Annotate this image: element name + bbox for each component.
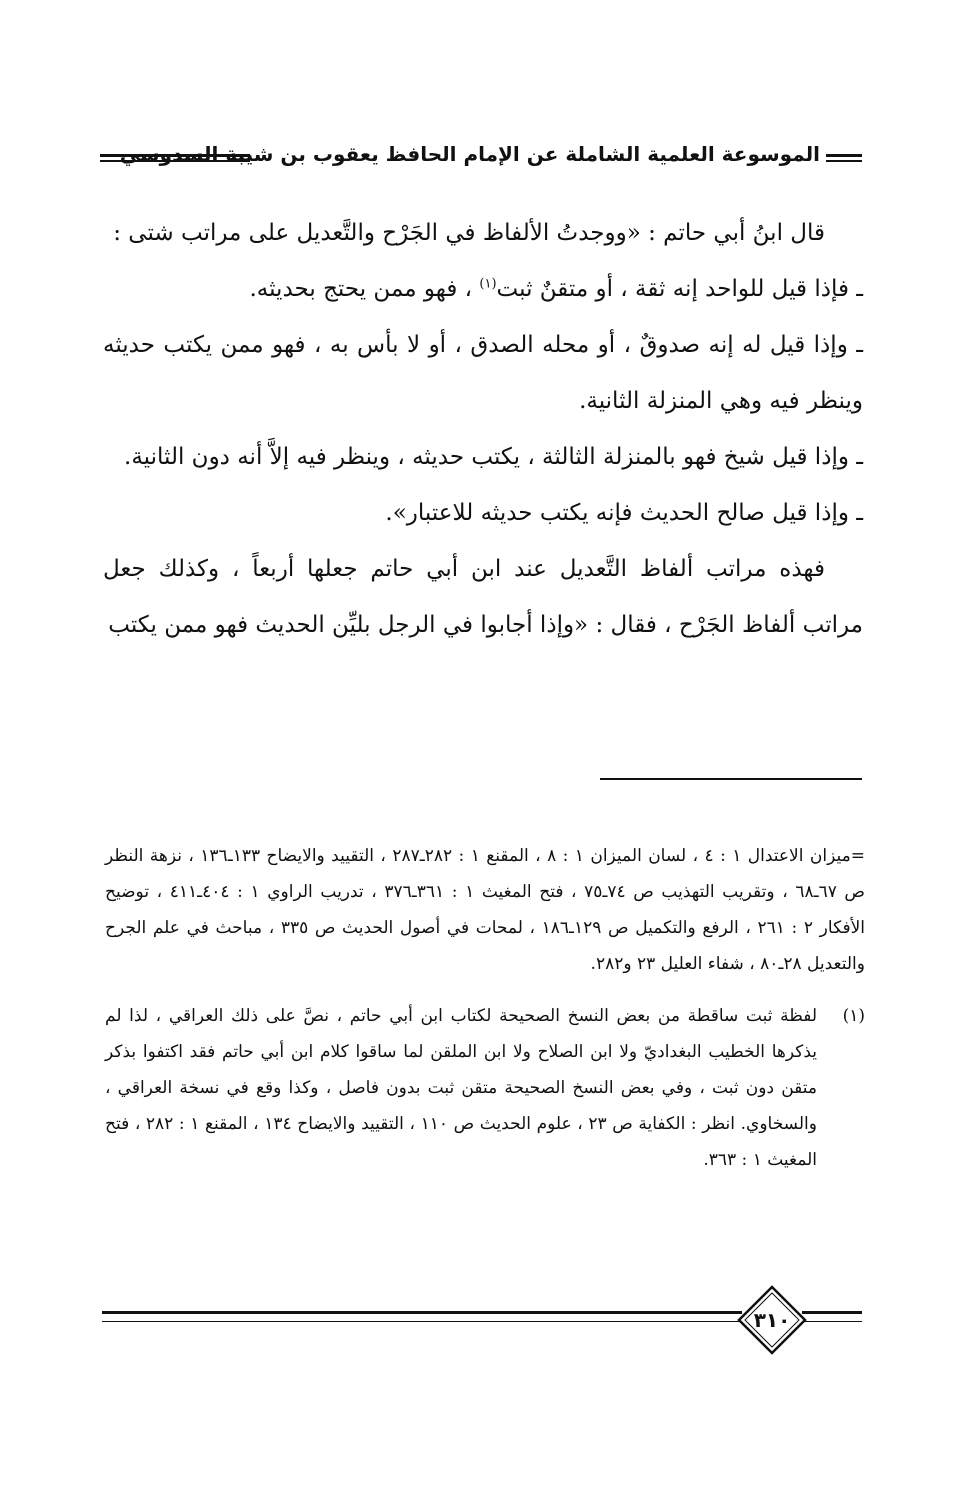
running-header	[100, 140, 862, 180]
footnote-continuation: =ميزان الاعتدال ١ : ٤ ، لسان الميزان ١ : ٨ ، المقنع ١ : ٢٨٢ـ٢٨٧ ، التقييد والايضاح ١٣٣ـ١٣٦ ، نزهة النظر ص ٦٧ـ٦٨ ، وتقريب التهذيب ص ٧٤ـ٧٥ ، فتح المغيث ١ : ٣٦١ـ٣٧٦ ، تدريب الراوي ١ : ٤٠٤ـ٤١١ ، توضيح الأفكار ٢ : ٢٦١ ، الرفع والتكميل ص ١٢٩ـ١٨٦ ، لمحات في أصول الحديث ص ٣٣٥ ، مباحث في علم الجرح والتعديل ٢٨ـ٨٠ ، شفاء العليل ٢٣ و٢٨٢.	[105, 846, 866, 974]
footnote-marker: (١)	[479, 276, 497, 292]
footnote-number: (١)	[842, 1006, 865, 1026]
list-item-text: ـ فإذا قيل للواحد إنه ثقة ، أو متقنٌ ثبت	[496, 276, 863, 302]
main-text	[103, 205, 863, 653]
bottom-rule-right-top	[802, 1311, 862, 1314]
footnotes	[105, 838, 865, 1178]
footnote-separator	[600, 778, 862, 780]
page-number-badge	[737, 1285, 807, 1355]
bottom-rule-left-top	[102, 1311, 742, 1314]
list-item-text-end: ، فهو ممن يحتج بحديثه.	[249, 276, 473, 302]
footnote-item	[105, 998, 865, 1178]
header-rule-left	[100, 154, 250, 162]
list-item: ـ وإذا قيل صالح الحديث فإنه يكتب حديثه للاعتبار».	[385, 500, 863, 526]
footnote-text: لفظة ثبت ساقطة من بعض النسخ الصحيحة لكتاب ابن أبي حاتم ، نصَّ على ذلك العراقي ، لذا لم يذكرها الخطيب البغداديّ ولا ابن الصلاح ولا ابن الملقن لما ساقوا كلام ابن أبي حاتم فقد اكتفوا بذكر متقن دون ثبت ، وفي بعض النسخ الصحيحة متقن ثبت بدون فاصل ، وكذا وقع في نسخة العراقي ، والسخاوي. انظر : الكفاية ص ٢٣ ، علوم الحديث ص ١١٠ ، التقييد والايضاح ١٣٤ ، المقنع ١ : ٢٨٢ ، فتح المغيث ١ : ٣٦٣.	[105, 1006, 817, 1170]
bottom-rule-right-bottom	[802, 1321, 862, 1322]
list-item: ـ وإذا قيل شيخ فهو بالمنزلة الثالثة ، يكتب حديثه ، وينظر فيه إلاَّ أنه دون الثانية.	[124, 444, 863, 470]
body-paragraph: فهذه مراتب ألفاظ التَّعديل عند ابن أبي حاتم جعلها أربعاً ، وكذلك جعل مراتب ألفاظ الجَرْح ، فقال : «وإذا أجابوا في الرجل بليِّن الحديث فهو ممن يكتب	[103, 556, 863, 638]
intro-paragraph: قال ابنُ أبي حاتم : «ووجدتُ الألفاظ في الجَرْح والتَّعديل على مراتب شتى :	[113, 220, 825, 246]
page-number: ٣١٠	[753, 1308, 791, 1332]
header-rule-right	[826, 154, 862, 162]
header-title: الموسوعة العلمية الشاملة عن الإمام الحافظ يعقوب بن شيبة السدوسي	[119, 142, 820, 166]
list-item: ـ وإذا قيل له إنه صدوقٌ ، أو محله الصدق ، أو لا بأس به ، فهو ممن يكتب حديثه وينظر فيه وهي المنزلة الثانية.	[103, 332, 863, 414]
list-item	[103, 261, 863, 317]
bottom-rule-left-bottom	[102, 1321, 742, 1322]
